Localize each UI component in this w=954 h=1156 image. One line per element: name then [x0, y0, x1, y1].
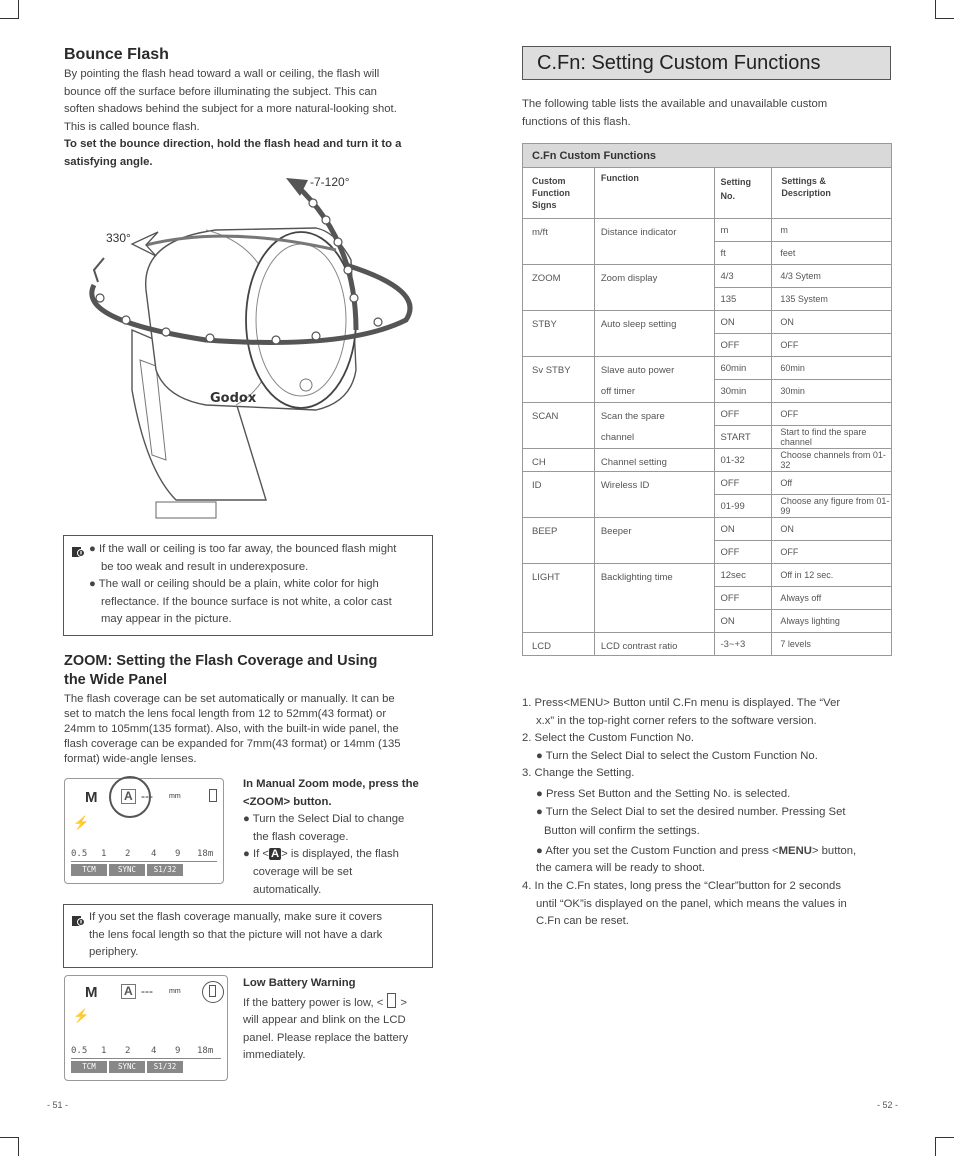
table-row: [523, 564, 892, 587]
page-title: C.Fn: Setting Custom Functions: [537, 52, 821, 74]
cfn-setting-cell: ON: [715, 311, 772, 334]
cfn-function-cell: Auto sleep setting: [594, 311, 715, 357]
cfn-sign-cell: LIGHT: [523, 564, 595, 633]
cfn-function-cell: Beeper: [594, 518, 715, 564]
table-row: [523, 311, 892, 334]
lcd-unit: mm: [169, 793, 181, 800]
cfn-setting-cell: OFF: [715, 587, 772, 610]
cfn-description-cell: Always off: [772, 587, 892, 610]
cfn-function-cell: Backlighting time: [594, 564, 715, 633]
crop-mark-br: [935, 1137, 954, 1156]
cfn-title-bar: [522, 46, 891, 80]
table-row: [523, 449, 892, 472]
zoom-highlight-circle: [109, 776, 151, 818]
horizontal-angle-label: 330°: [106, 231, 131, 245]
lcd-panel-zoom: M A --- mm ⚡ 0.5 1 2 4 9 18m TCM SYNC S1/32: [64, 778, 224, 884]
zoom-section-title: ZOOM: Setting the Flash Coverage and Using the Wide Panel: [64, 653, 378, 688]
cfn-sign-cell: ID: [523, 472, 595, 518]
cfn-description-cell: ON: [772, 311, 892, 334]
cfn-function-cell: Scan the spare channel: [594, 403, 715, 449]
cfn-description-cell: 60min: [772, 357, 892, 380]
brand-logo: Godox: [210, 391, 257, 406]
page-number-left: - 51 -: [47, 1100, 69, 1110]
table-row: [523, 403, 892, 426]
manual-zoom-text: In Manual Zoom mode, press the <ZOOM> button. ● Turn the Select Dial to change the flash coverage. ● If < A > is displayed, the flash coverage will be set automatically.: [243, 778, 419, 896]
bounce-flash-title: Bounce Flash: [64, 46, 169, 63]
cfn-setting-cell: 60min: [715, 357, 772, 380]
table-row: [523, 357, 892, 380]
page-number-right: - 52 -: [877, 1100, 899, 1110]
cfn-setting-cell: 01-99: [715, 495, 772, 518]
crop-mark-tl: [0, 0, 19, 19]
bounce-note-box: ● If the wall or ceiling is too far away, the bounced flash might be too weak and result in underexposure. ● The wall or ceiling should be a plain, white color for high reflectance. If the bounce surface is not white, a color cast may appear in the picture.: [63, 535, 433, 636]
table-row: [523, 633, 892, 656]
cfn-description-cell: 30min: [772, 380, 892, 403]
cfn-table: [522, 143, 892, 656]
note-icon: [72, 545, 84, 557]
cfn-setting-cell: -3~+3: [715, 633, 772, 656]
cfn-description-cell: Off in 12 sec.: [772, 564, 892, 587]
cfn-function-cell: Slave auto power off timer: [594, 357, 715, 403]
cfn-function-cell: Wireless ID: [594, 472, 715, 518]
crop-mark-tr: [935, 0, 954, 19]
note-item: ● If the wall or ceiling is too far away, the bounced flash might: [89, 543, 397, 555]
cfn-setting-cell: 135: [715, 288, 772, 311]
table-header-row: Custom Function Signs Function Setting No. Settings & Description: [523, 168, 892, 219]
cfn-setting-cell: ON: [715, 518, 772, 541]
cfn-setting-cell: OFF: [715, 541, 772, 564]
cfn-description-cell: Always lighting: [772, 610, 892, 633]
cfn-sign-cell: LCD: [523, 633, 595, 656]
crop-mark-bl: [0, 1137, 19, 1156]
lcd-mode-indicator: M: [85, 789, 98, 806]
table-row: [523, 265, 892, 288]
cfn-setting-cell: START: [715, 426, 772, 449]
cfn-steps: 1. Press<MENU> Button until C.Fn menu is displayed. The “Ver x.x” in the top-right corner refers to the software version. 2. Select the Custom Function No. ● Turn the Select Dial to select the Custom Function No. 3. Change the Setting. ● Press Set Button and the Setting No. is selected. ● Turn the Select Dial to set the desired number. Pressing Set Button will confirm the settings. ● After you set the Custom Function and press <MENU> button, the camera will be ready to shoot. 4. In the C.Fn states, long press the “Clear”button for 2 seconds until “OK”is displayed on the panel, which means the values in C.Fn can be reset.: [522, 697, 857, 928]
cfn-description-cell: Off: [772, 472, 892, 495]
lcd-unit: mm: [169, 988, 181, 995]
cfn-description-cell: OFF: [772, 541, 892, 564]
cfn-sign-cell: Sv STBY: [523, 357, 595, 403]
cfn-setting-cell: m: [715, 219, 772, 242]
cfn-intro: The following table lists the available and unavailable custom functions of this flash.: [522, 98, 828, 128]
cfn-setting-cell: 12sec: [715, 564, 772, 587]
cfn-function-cell: LCD contrast ratio: [594, 633, 715, 656]
cfn-setting-cell: 4/3: [715, 265, 772, 288]
cfn-setting-cell: ft: [715, 242, 772, 265]
cfn-description-cell: OFF: [772, 403, 892, 426]
auto-zoom-icon: A: [270, 848, 280, 861]
cfn-setting-cell: OFF: [715, 472, 772, 495]
cfn-description-cell: Start to find the spare channel: [772, 426, 892, 449]
cfn-setting-cell: 30min: [715, 380, 772, 403]
low-battery-text: Low Battery Warning If the battery power is low, < > will appear and blink on the LCD panel. Please replace the battery immediately.: [243, 977, 409, 1062]
cfn-description-cell: ON: [772, 518, 892, 541]
wireless-icon: ⚡: [73, 815, 90, 830]
cfn-description-cell: 7 levels: [772, 633, 892, 656]
cfn-function-cell: Zoom display: [594, 265, 715, 311]
cfn-sign-cell: SCAN: [523, 403, 595, 449]
cfn-setting-cell: ON: [715, 610, 772, 633]
cfn-setting-cell: OFF: [715, 403, 772, 426]
table-row: [523, 219, 892, 242]
cfn-description-cell: OFF: [772, 334, 892, 357]
bounce-flash-text: By pointing the flash head toward a wall or ceiling, the flash will bounce off the surface before illuminating the subject. This can soften shadows behind the subject for a more natural-looking shot. This is called bounce flash. To set the bounce direction, hold the flash head and turn it to a satisfying angle.: [64, 68, 402, 168]
note-item: ● The wall or ceiling should be a plain, white color for high: [89, 578, 379, 591]
cfn-sign-cell: STBY: [523, 311, 595, 357]
battery-icon: [209, 985, 216, 997]
table-caption: C.Fn Custom Functions: [523, 144, 892, 168]
cfn-sign-cell: CH: [523, 449, 595, 472]
lcd-dashes: ---: [141, 984, 153, 998]
cfn-description-cell: 4/3 Sytem: [772, 265, 892, 288]
lcd-auto-icon: A: [121, 789, 136, 804]
cfn-function-cell: Distance indicator: [594, 219, 715, 265]
cfn-sign-cell: m/ft: [523, 219, 595, 265]
battery-icon: [209, 789, 217, 802]
lcd-auto-icon: A: [121, 984, 136, 999]
cfn-description-cell: Choose channels from 01-32: [772, 449, 892, 472]
zoom-text: The flash coverage can be set automatically or manually. It can be set to match the lens focal length from 12 to 52mm(43 format) or 24mm to 105mm(135 format). Also, with the built-in wide panel, the flash coverage can be expanded for 7mm(43 format) or 14mm (135 format) wide-angle lenses.: [64, 693, 401, 765]
cfn-sign-cell: BEEP: [523, 518, 595, 564]
lcd-mode-indicator: M: [85, 984, 98, 1001]
zoom-note-box: If you set the flash coverage manually, make sure it covers the lens focal length so that the picture will not have a dark periphery.: [63, 904, 433, 968]
cfn-setting-cell: OFF: [715, 334, 772, 357]
lcd-dashes: ---: [141, 789, 153, 803]
cfn-description-cell: Choose any figure from 01-99: [772, 495, 892, 518]
note-icon: [72, 914, 84, 926]
cfn-sign-cell: ZOOM: [523, 265, 595, 311]
bounce-flash-illustration: [86, 170, 426, 530]
vertical-angle-label: -7-120°: [310, 175, 350, 189]
lcd-panel-battery: M A --- mm ⚡ 0.5 1 2 4 9 18m TCM SYNC S1/32: [64, 975, 228, 1081]
cfn-function-cell: Channel setting: [594, 449, 715, 472]
table-row: [523, 518, 892, 541]
wireless-icon: ⚡: [73, 1008, 90, 1023]
battery-icon: [387, 993, 396, 1008]
table-row: [523, 472, 892, 495]
cfn-description-cell: feet: [772, 242, 892, 265]
cfn-setting-cell: 01-32: [715, 449, 772, 472]
cfn-description-cell: 135 System: [772, 288, 892, 311]
cfn-description-cell: m: [772, 219, 892, 242]
